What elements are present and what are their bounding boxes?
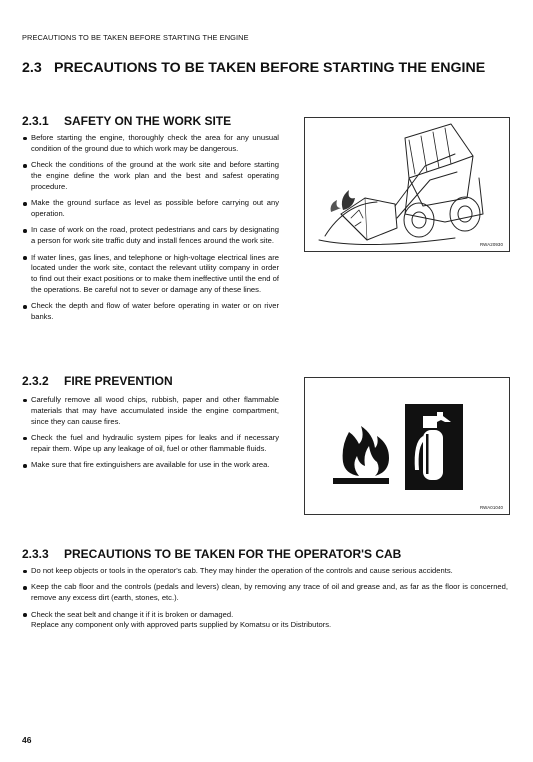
section-number: 2.3.1 <box>22 114 49 128</box>
section-heading-safety <box>22 114 231 128</box>
chapter-title <box>22 60 502 77</box>
fire-prevention-figure <box>304 377 510 515</box>
section-title: PRECAUTIONS TO BE TAKEN FOR THE OPERATOR'S CAB <box>64 547 402 561</box>
fire-extinguisher-icon <box>405 404 463 490</box>
chapter-title-text: PRECAUTIONS TO BE TAKEN BEFORE STARTING THE ENGINE <box>54 60 486 76</box>
fire-bullet-list <box>22 395 279 477</box>
running-header: PRECAUTIONS TO BE TAKEN BEFORE STARTING THE ENGINE <box>22 33 249 42</box>
section-heading-operator-cab <box>22 547 401 561</box>
list-item: Carefully remove all wood chips, rubbish, paper and other flammable materials that may have accumulated inside the engine compartment, since they can cause fires. <box>22 395 279 427</box>
list-item: Before starting the engine, thoroughly check the area for any unusual condition of the ground due to which work may be dangerous. <box>22 133 279 155</box>
page-number: 46 <box>22 735 32 745</box>
safety-bullet-list <box>22 133 279 329</box>
section-number: 2.3.3 <box>22 547 49 561</box>
cab-bullet-list <box>22 566 508 637</box>
list-item: Keep the cab floor and the controls (pedals and levers) clean, by removing any trace of oil and grease and, as far as the floor is concerned, remove any excess dirt (earth, stones, etc.). <box>22 582 508 604</box>
section-title: FIRE PREVENTION <box>64 374 173 388</box>
section-heading-fire <box>22 374 173 388</box>
list-item: In case of work on the road, protect pedestrians and cars by designating a person for work site traffic duty and install fences around the work site. <box>22 225 279 247</box>
list-item <box>22 610 508 632</box>
list-item: Check the conditions of the ground at the work site and before starting the engine define the work plan and the best and safest operating procedure. <box>22 160 279 192</box>
list-item-note: Replace any component only with approved parts supplied by Komatsu or its Distributors. <box>31 620 332 630</box>
chapter-number: 2.3 <box>22 60 42 76</box>
list-item-text: Check the seat belt and change it if it is broken or damaged. <box>31 609 234 619</box>
skid-steer-loader-figure <box>304 117 510 252</box>
section-number: 2.3.2 <box>22 374 49 388</box>
list-item: Make sure that fire extinguishers are available for use in the work area. <box>22 460 279 471</box>
list-item: Make the ground surface as level as possible before carrying out any operation. <box>22 198 279 220</box>
list-item: Check the depth and flow of water before operating in water or on river banks. <box>22 301 279 323</box>
list-item: Do not keep objects or tools in the operator's cab. They may hinder the operation of the controls and cause serious accidents. <box>22 566 508 577</box>
section-title: SAFETY ON THE WORK SITE <box>64 114 232 128</box>
list-item: If water lines, gas lines, and telephone or high-voltage electrical lines are located under the work site, contact the relevant utility company in order to find out their exact positions or to make them ineffective until the end of the operations. Be careful not to sever or damage any of these lines. <box>22 253 279 296</box>
figure-code: RWA01040 <box>479 505 503 510</box>
figure-code: RWA20930 <box>479 242 503 247</box>
list-item: Check the fuel and hydraulic system pipes for leaks and if necessary repair them. Wipe up any leakage of oil, fuel or other flammable fluids. <box>22 433 279 455</box>
skid-steer-loader-illustration <box>305 118 509 251</box>
flame-icon <box>333 426 389 484</box>
